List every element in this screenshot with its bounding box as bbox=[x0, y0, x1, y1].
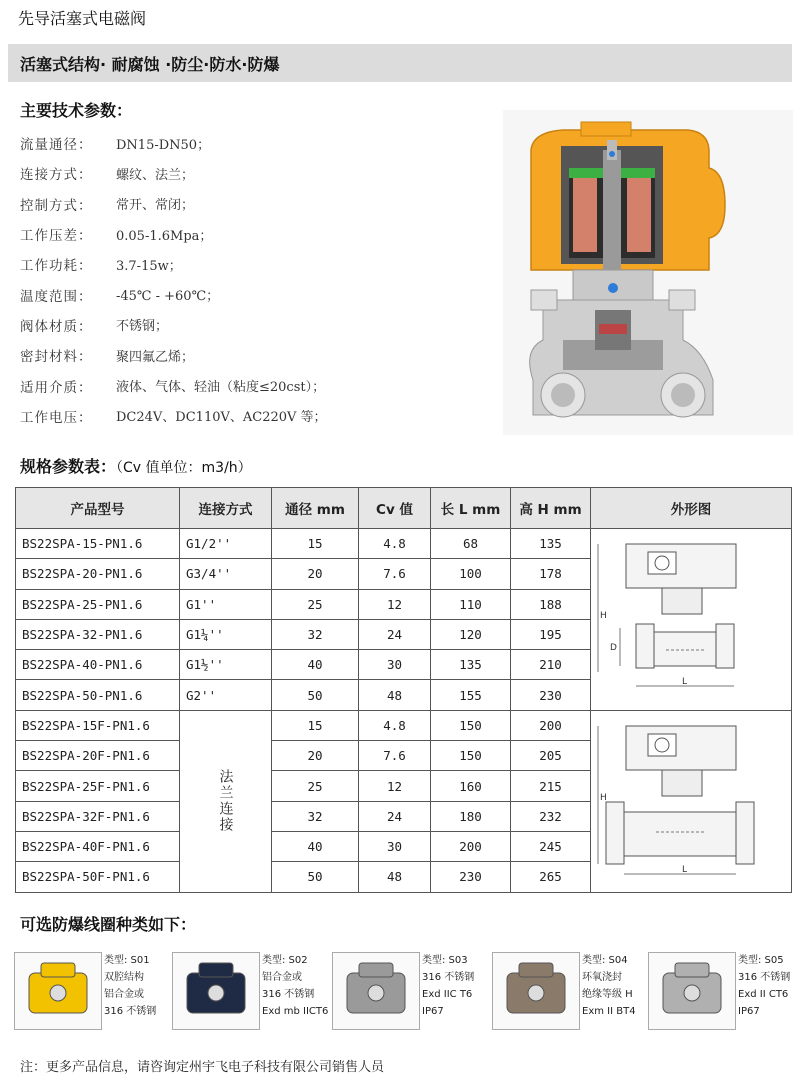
param-value: 不锈钢； bbox=[116, 319, 169, 335]
cell-connection: G1¼'' bbox=[180, 619, 272, 649]
cell-dn: 40 bbox=[272, 831, 359, 861]
param-row bbox=[20, 279, 490, 309]
cell-dn: 20 bbox=[272, 559, 359, 589]
cell-cv: 7.6 bbox=[359, 741, 431, 771]
cell-dn: 32 bbox=[272, 619, 359, 649]
param-label: 适用介质： bbox=[20, 379, 93, 396]
cell-dn: 20 bbox=[272, 741, 359, 771]
cell-connection: G1/2'' bbox=[180, 529, 272, 559]
cell-dn: 15 bbox=[272, 710, 359, 740]
coil-spec-line: Exd mb IICT6 bbox=[262, 1006, 329, 1017]
dimension-label-d: D bbox=[610, 642, 617, 653]
param-label: 工作压差： bbox=[20, 228, 93, 245]
cell-model: BS22SPA-20F-PN1.6 bbox=[16, 741, 180, 771]
cell-cv: 48 bbox=[359, 862, 431, 892]
cell-height: 178 bbox=[511, 559, 591, 589]
dimension-label-l: L bbox=[682, 676, 688, 687]
param-value: 0.05-1.6Mpa； bbox=[116, 228, 213, 244]
product-photo bbox=[503, 110, 793, 435]
cell-connection: G1'' bbox=[180, 589, 272, 619]
header-cv: Cv 值 bbox=[359, 488, 431, 529]
cell-model: BS22SPA-40F-PN1.6 bbox=[16, 831, 180, 861]
cell-length: 180 bbox=[431, 801, 511, 831]
param-row bbox=[20, 189, 490, 219]
coil-spec-line: Exd IIC T6 bbox=[422, 989, 473, 1000]
coil-spec-line: IP67 bbox=[738, 1006, 760, 1017]
coil-spec-line: 类型: S05 bbox=[738, 955, 784, 966]
table-row bbox=[16, 529, 792, 559]
document-title: 先导活塞式电磁阀 bbox=[18, 9, 147, 28]
coil-spec-line: Exm II BT4 bbox=[582, 1006, 636, 1017]
coil-spec-line: IP67 bbox=[422, 1006, 444, 1017]
param-label: 阀体材质： bbox=[20, 318, 93, 335]
cell-dn: 40 bbox=[272, 650, 359, 680]
cell-length: 160 bbox=[431, 771, 511, 801]
param-label: 流量通径： bbox=[20, 137, 93, 154]
spec-heading-title: 规格参数表： bbox=[20, 457, 117, 476]
cell-length: 68 bbox=[431, 529, 511, 559]
coil-spec-line: 类型: S03 bbox=[422, 955, 468, 966]
spec-heading-unit-note: （Cv 值单位：m3/h） bbox=[116, 460, 252, 476]
cell-length: 120 bbox=[431, 619, 511, 649]
spec-table-header-row bbox=[16, 488, 792, 529]
coil-spec-line: 316 不锈钢 bbox=[422, 972, 475, 983]
param-label: 温度范围： bbox=[20, 288, 93, 305]
cell-model: BS22SPA-25F-PN1.6 bbox=[16, 771, 180, 801]
cell-connection: G2'' bbox=[180, 680, 272, 710]
dimension-label-h: H bbox=[600, 792, 607, 803]
coil-spec-text bbox=[104, 952, 156, 1020]
valve-cutaway-illustration bbox=[503, 110, 793, 435]
footer-note: 注：更多产品信息，请咨询定州宇飞电子科技有限公司销售人员 bbox=[20, 1060, 385, 1075]
cell-height: 210 bbox=[511, 650, 591, 680]
header-height: 高 H mm bbox=[511, 488, 591, 529]
param-value: 液体、气体、轻油（粘度≤20cst）； bbox=[116, 380, 326, 396]
cell-connection-flange bbox=[180, 710, 272, 892]
cell-cv: 24 bbox=[359, 801, 431, 831]
param-label: 控制方式： bbox=[20, 197, 93, 214]
coil-spec-text bbox=[262, 952, 328, 1020]
cell-length: 200 bbox=[431, 831, 511, 861]
coils-heading: 可选防爆线圈种类如下： bbox=[20, 915, 197, 934]
cell-dn: 32 bbox=[272, 801, 359, 831]
cell-height: 215 bbox=[511, 771, 591, 801]
header-connection: 连接方式 bbox=[180, 488, 272, 529]
cell-height: 205 bbox=[511, 741, 591, 771]
param-row bbox=[20, 310, 490, 340]
cell-model: BS22SPA-32-PN1.6 bbox=[16, 619, 180, 649]
flange-valve-drawing bbox=[596, 720, 786, 880]
coil-spec-line: 316 不锈钢 bbox=[738, 972, 791, 983]
header-dn: 通径 mm bbox=[272, 488, 359, 529]
coil-spec-line: 铝合金或 bbox=[104, 989, 144, 1000]
cell-model: BS22SPA-50-PN1.6 bbox=[16, 680, 180, 710]
cell-connection: G1½'' bbox=[180, 650, 272, 680]
cell-length: 150 bbox=[431, 741, 511, 771]
cell-length: 150 bbox=[431, 710, 511, 740]
coil-photo bbox=[332, 952, 420, 1030]
param-row bbox=[20, 158, 490, 188]
param-row bbox=[20, 219, 490, 249]
param-value: 3.7-15w； bbox=[116, 258, 182, 274]
param-label: 工作功耗： bbox=[20, 258, 93, 275]
param-value: 螺纹、法兰； bbox=[116, 167, 195, 183]
param-value: 常开、常闭； bbox=[116, 198, 195, 214]
coil-photo bbox=[14, 952, 102, 1030]
dimension-label-h: H bbox=[600, 610, 607, 621]
coil-photo bbox=[172, 952, 260, 1030]
cell-dn: 50 bbox=[272, 862, 359, 892]
cell-drawing-flange bbox=[591, 710, 792, 892]
cell-cv: 24 bbox=[359, 619, 431, 649]
coil-spec-line: Exd II CT6 bbox=[738, 989, 789, 1000]
cell-cv: 30 bbox=[359, 650, 431, 680]
param-value: DN15-DN50； bbox=[116, 137, 211, 153]
coil-spec-line: 类型: S04 bbox=[582, 955, 628, 966]
param-label: 工作电压： bbox=[20, 409, 93, 426]
param-row bbox=[20, 128, 490, 158]
param-label: 密封材料： bbox=[20, 349, 93, 366]
cell-length: 110 bbox=[431, 589, 511, 619]
cell-height: 200 bbox=[511, 710, 591, 740]
cell-length: 135 bbox=[431, 650, 511, 680]
cell-height: 230 bbox=[511, 680, 591, 710]
cell-dn: 15 bbox=[272, 529, 359, 559]
coil-photo bbox=[492, 952, 580, 1030]
params-list bbox=[20, 128, 490, 431]
cell-model: BS22SPA-25-PN1.6 bbox=[16, 589, 180, 619]
coil-spec-line: 类型: S01 bbox=[104, 955, 150, 966]
cell-dn: 25 bbox=[272, 771, 359, 801]
cell-cv: 48 bbox=[359, 680, 431, 710]
cell-cv: 4.8 bbox=[359, 710, 431, 740]
param-row bbox=[20, 401, 490, 431]
cell-model: BS22SPA-50F-PN1.6 bbox=[16, 862, 180, 892]
cell-cv: 12 bbox=[359, 589, 431, 619]
cell-length: 230 bbox=[431, 862, 511, 892]
cell-height: 245 bbox=[511, 831, 591, 861]
header-length: 长 L mm bbox=[431, 488, 511, 529]
cell-drawing-threaded bbox=[591, 529, 792, 711]
param-value: DC24V、DC110V、AC220V 等； bbox=[116, 410, 327, 426]
param-label: 连接方式： bbox=[20, 167, 93, 184]
cell-model: BS22SPA-20-PN1.6 bbox=[16, 559, 180, 589]
cell-connection: G3/4'' bbox=[180, 559, 272, 589]
param-row bbox=[20, 340, 490, 370]
coil-spec-line: 绝缘等级 H bbox=[582, 989, 633, 1000]
params-heading: 主要技术参数： bbox=[20, 101, 133, 120]
spec-heading bbox=[20, 454, 252, 477]
coil-spec-text bbox=[422, 952, 474, 1020]
coil-spec-line: 铝合金或 bbox=[262, 972, 302, 983]
header-drawing: 外形图 bbox=[591, 488, 792, 529]
threaded-valve-drawing bbox=[596, 538, 786, 698]
cell-height: 135 bbox=[511, 529, 591, 559]
coil-options bbox=[14, 944, 794, 1040]
cell-model: BS22SPA-15F-PN1.6 bbox=[16, 710, 180, 740]
coil-photo bbox=[648, 952, 736, 1030]
coil-spec-line: 316 不锈钢 bbox=[104, 1006, 157, 1017]
param-row bbox=[20, 370, 490, 400]
cell-height: 188 bbox=[511, 589, 591, 619]
coil-spec-line: 环氧浇封 bbox=[582, 972, 622, 983]
feature-banner-text: 活塞式结构· 耐腐蚀 ·防尘·防水·防爆 bbox=[20, 55, 280, 74]
coil-spec-text bbox=[738, 952, 790, 1020]
flange-connection-label: 法兰连接 bbox=[217, 769, 234, 834]
cell-height: 265 bbox=[511, 862, 591, 892]
cell-dn: 25 bbox=[272, 589, 359, 619]
cell-dn: 50 bbox=[272, 680, 359, 710]
cell-length: 100 bbox=[431, 559, 511, 589]
dimension-label-l: L bbox=[682, 864, 688, 875]
coil-spec-text bbox=[582, 952, 636, 1020]
spec-table bbox=[15, 487, 792, 893]
cell-height: 195 bbox=[511, 619, 591, 649]
cell-model: BS22SPA-15-PN1.6 bbox=[16, 529, 180, 559]
param-value: -45℃ - +60℃； bbox=[116, 289, 220, 305]
cell-model: BS22SPA-40-PN1.6 bbox=[16, 650, 180, 680]
coil-spec-line: 316 不锈钢 bbox=[262, 989, 315, 1000]
cell-cv: 12 bbox=[359, 771, 431, 801]
cell-cv: 30 bbox=[359, 831, 431, 861]
param-row bbox=[20, 249, 490, 279]
cell-cv: 7.6 bbox=[359, 559, 431, 589]
table-row bbox=[16, 710, 792, 740]
cell-height: 232 bbox=[511, 801, 591, 831]
coil-spec-line: 双腔结构 bbox=[104, 972, 144, 983]
param-value: 聚四氟乙烯； bbox=[116, 349, 195, 365]
header-model: 产品型号 bbox=[16, 488, 180, 529]
cell-length: 155 bbox=[431, 680, 511, 710]
coil-spec-line: 类型: S02 bbox=[262, 955, 308, 966]
cell-cv: 4.8 bbox=[359, 529, 431, 559]
cell-model: BS22SPA-32F-PN1.6 bbox=[16, 801, 180, 831]
